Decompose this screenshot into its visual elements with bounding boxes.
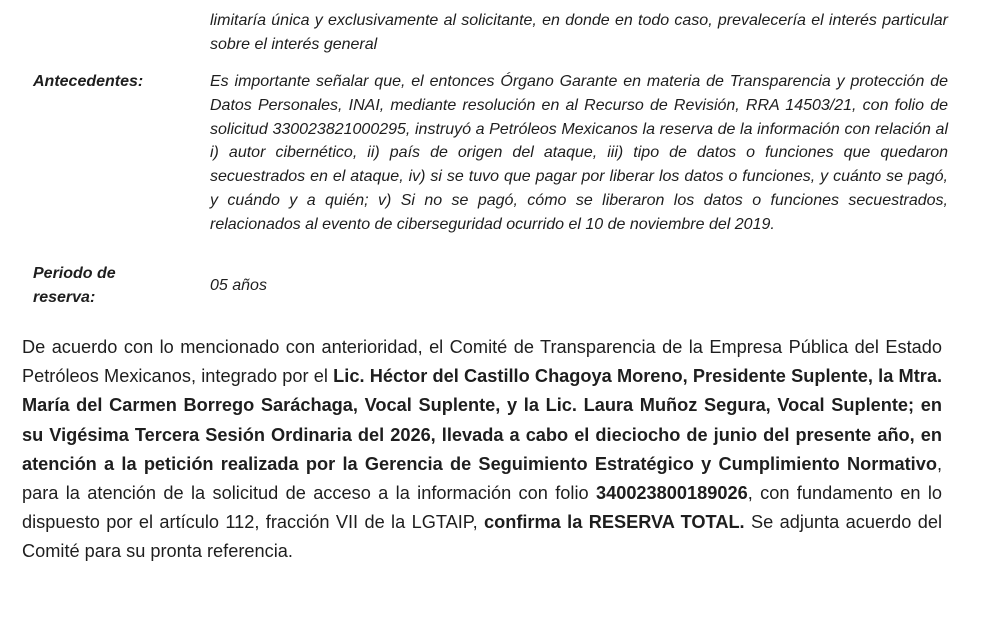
field-value-continuation: limitaría única y exclusivamente al solicitante, en donde en todo caso, prevalecería el interés particular sobre el interés general (210, 12, 948, 53)
paragraph-text-3: , con fundamento en lo dispuesto por el artículo 112, fracción VII de la LGTAIP, (22, 483, 942, 533)
field-value-antecedentes: Es importante señalar que, el entonces Órgano Garante en materia de Transparencia y protección de Datos Personales, INAI, mediante resolución en al Recurso de Revisión, RRA 14503/21, con folio de solicitud 330023821000295, instruyó a Petróleos Mexicanos la reserva de la información con relación al i) autor cibernético, ii) país de origen del ataque, iii) tipo de datos o funciones que quedaron secuestrados en el ataque, iv) si se tuvo que pagar por liberar los datos o funciones, y cuánto se pagó, y cuándo y a quién; v) Si no se pagó, cómo se liberaron los datos o funciones secuestrados, relacionados al evento de ciberseguridad ocurrido el 10 de noviembre del 2019. (210, 73, 948, 233)
paragraph-bold-committee: Lic. Héctor del Castillo Chagoya Moreno, Presidente Suplente, la Mtra. María del Carmen Borrego Saráchaga, Vocal Suplente, y la Lic. Laura Muñoz Segura, Vocal Suplente; en su Vigésima Tercera Sesión Ordinaria del 2026, llevada a cabo el dieciocho de junio del presente año, en atención a la petición realizada por la Gerencia de Seguimiento Estratégico y Cumplimiento Normativo (22, 366, 942, 474)
body-paragraph (22, 333, 942, 567)
paragraph-text-1: De acuerdo con lo mencionado con anterioridad, el Comité de Transparencia de la Empresa Pública del Estado Petróleos Mexicanos, integrado por el (22, 337, 942, 387)
paragraph-text-2: , para la atención de la solicitud de acceso a la información con folio (22, 453, 942, 504)
paragraph-bold-folio: 340023800189026 (595, 483, 748, 504)
paragraph-bold-reserva: confirma la RESERVA TOTAL. (483, 512, 745, 533)
field-label-periodo: Periodo de reserva: (33, 265, 116, 306)
paragraph-text-4: Se adjunta acuerdo del Comité para su pronta referencia. (22, 512, 942, 562)
field-label-antecedentes: Antecedentes: (33, 73, 144, 90)
field-value-periodo: 05 años (210, 277, 267, 294)
